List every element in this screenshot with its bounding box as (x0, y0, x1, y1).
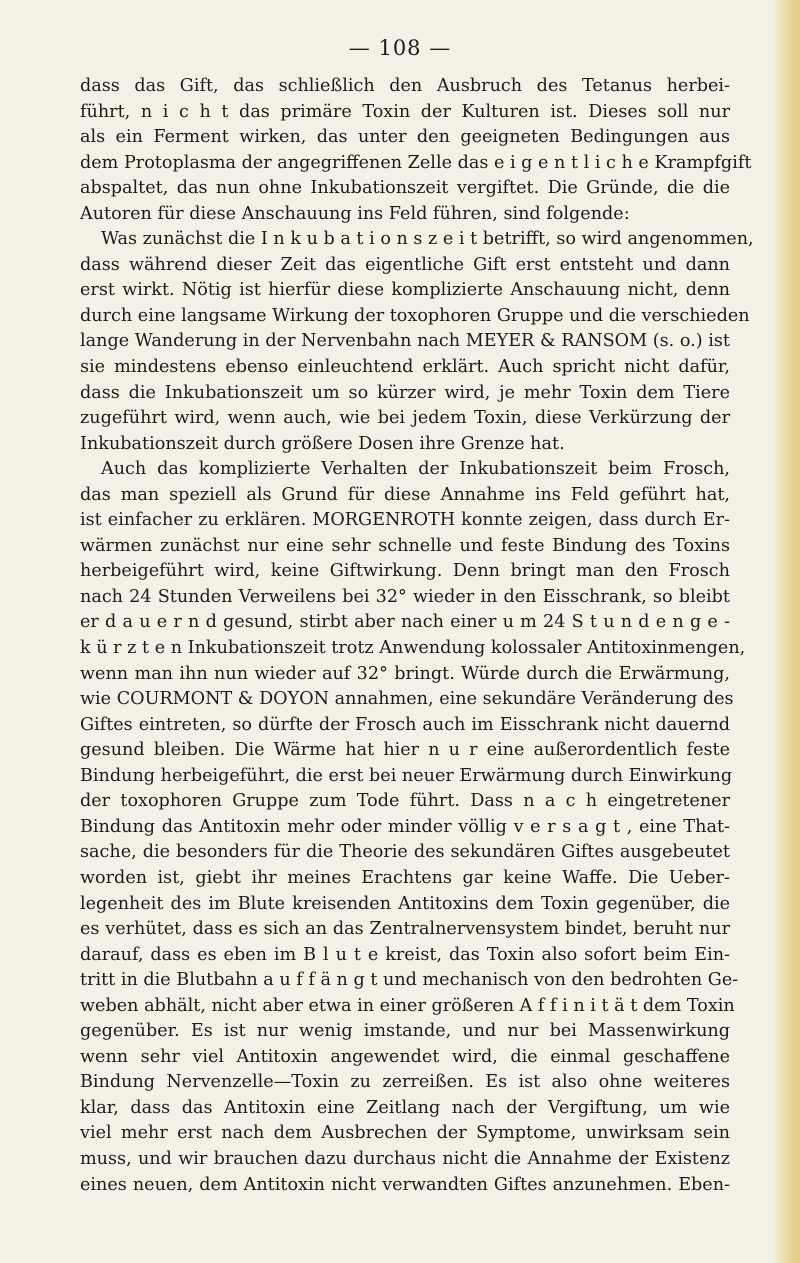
text-line: Bindung Nervenzelle—Toxin zu zerreißen. Es ist also ohne weiteres (80, 1072, 730, 1093)
text-line: weben abhält, nicht aber etwa in einer größeren A f f i n i t ä t dem Toxin (80, 995, 735, 1016)
text-line: dass das Gift, das schließlich den Ausbruch des Tetanus herbei- (80, 76, 730, 96)
text-line: Auch das komplizierte Verhalten der Inkubationszeit beim Frosch, (101, 459, 730, 480)
text-line: erst wirkt. Nötig ist hierfür diese komplizierte Anschauung nicht, denn (80, 280, 730, 301)
text-line: eines neuen, dem Antitoxin nicht verwandten Giftes anzunehmen. Eben- (80, 1174, 730, 1195)
text-line: sache, die besonders für die Theorie des sekundären Giftes ausgebeutet (80, 842, 730, 863)
body-text (80, 74, 754, 1198)
text-line: dass die Inkubationszeit um so kürzer wird, je mehr Toxin dem Tiere (80, 382, 730, 403)
text-line: Bindung herbeigeführt, die erst bei neuer Erwärmung durch Einwirkung (80, 765, 733, 786)
text-line: legenheit des im Blute kreisenden Antitoxins dem Toxin gegenüber, die (80, 893, 730, 914)
text-line: dem Protoplasma der angegriffenen Zelle das e i g e n t l i c h e Krampfgift (80, 152, 752, 173)
text-line: der toxophoren Gruppe zum Tode führt. Dass n a c h eingetretener (80, 791, 730, 812)
text-line: Giftes eintreten, so dürfte der Frosch auch im Eisschrank nicht dauernd (80, 714, 730, 735)
text-line: abspaltet, das nun ohne Inkubationszeit vergiftet. Die Gründe, die die (80, 178, 730, 199)
text-line: muss, und wir brauchen dazu durchaus nicht die Annahme der Existenz (80, 1148, 730, 1169)
text-line: darauf, dass es eben im B l u t e kreist, das Toxin also sofort beim Ein- (80, 944, 730, 965)
text-line: Autoren für diese Anschauung ins Feld führen, sind folgende: (80, 203, 630, 224)
text-line: führt, n i c h t das primäre Toxin der Kulturen ist. Dieses soll nur (80, 101, 730, 122)
text-line: worden ist, giebt ihr meines Erachtens gar keine Waffe. Die Ueber- (80, 867, 730, 888)
text-line: Bindung das Antitoxin mehr oder minder völlig v e r s a g t , eine That- (80, 816, 730, 837)
text-line: herbeigeführt wird, keine Giftwirkung. Denn bringt man den Frosch (80, 561, 730, 582)
text-line: klar, dass das Antitoxin eine Zeitlang nach der Vergiftung, um wie (80, 1097, 730, 1118)
text-line: ist einfacher zu erklären. MORGENROTH konnte zeigen, dass durch Er- (80, 510, 730, 531)
text-line: gegenüber. Es ist nur wenig imstande, und nur bei Massenwirkung (80, 1021, 730, 1042)
text-line: zugeführt wird, wenn auch, wie bei jedem Toxin, diese Verkürzung der (80, 408, 730, 429)
page-edge (772, 0, 800, 1263)
text-line: Inkubationszeit durch größere Dosen ihre Grenze hat. (80, 433, 565, 454)
text-line: viel mehr erst nach dem Ausbrechen der Symptome, unwirksam sein (80, 1123, 730, 1144)
text-line: es verhütet, dass es sich an das Zentralnervensystem bindet, beruht nur (80, 919, 730, 940)
text-line: dass während dieser Zeit das eigentliche Gift erst entsteht und dann (80, 254, 730, 275)
text-line: durch eine langsame Wirkung der toxophoren Gruppe und die verschieden (80, 305, 750, 326)
text-line: wenn man ihn nun wieder auf 32° bringt. Würde durch die Erwärmung, (80, 663, 730, 684)
text-line: gesund bleiben. Die Wärme hat hier n u r eine außerordentlich feste (80, 740, 730, 761)
text-line: nach 24 Stunden Verweilens bei 32° wieder in den Eisschrank, so bleibt (80, 586, 730, 607)
text-line: das man speziell als Grund für diese Annahme ins Feld geführt hat, (80, 484, 730, 505)
text-line: lange Wanderung in der Nervenbahn nach MEYER & RANSOM (s. o.) ist (80, 331, 730, 352)
text-line: tritt in die Blutbahn a u f f ä n g t und mechanisch von den bedrohten Ge- (80, 970, 739, 991)
text-line: er d a u e r n d gesund, stirbt aber nach einer u m 24 S t u n d e n g e - (80, 612, 730, 633)
text-line: wärmen zunächst nur eine sehr schnelle und feste Bindung des Toxins (80, 535, 730, 556)
page-number: — 108 — (348, 36, 452, 60)
text-line: sie mindestens ebenso einleuchtend erklärt. Auch spricht nicht dafür, (80, 357, 730, 378)
text-line: wenn sehr viel Antitoxin angewendet wird, die einmal geschaffene (80, 1046, 730, 1067)
text-line: Was zunächst die I n k u b a t i o n s z e i t betrifft, so wird angenommen, (101, 229, 754, 250)
text-line: als ein Ferment wirken, das unter den geeigneten Bedingungen aus (80, 127, 730, 148)
text-line: k ü r z t e n Inkubationszeit trotz Anwendung kolossaler Antitoxinmengen, (80, 638, 746, 659)
text-line: wie COURMONT & DOYON annahmen, eine sekundäre Veränderung des (80, 689, 734, 710)
